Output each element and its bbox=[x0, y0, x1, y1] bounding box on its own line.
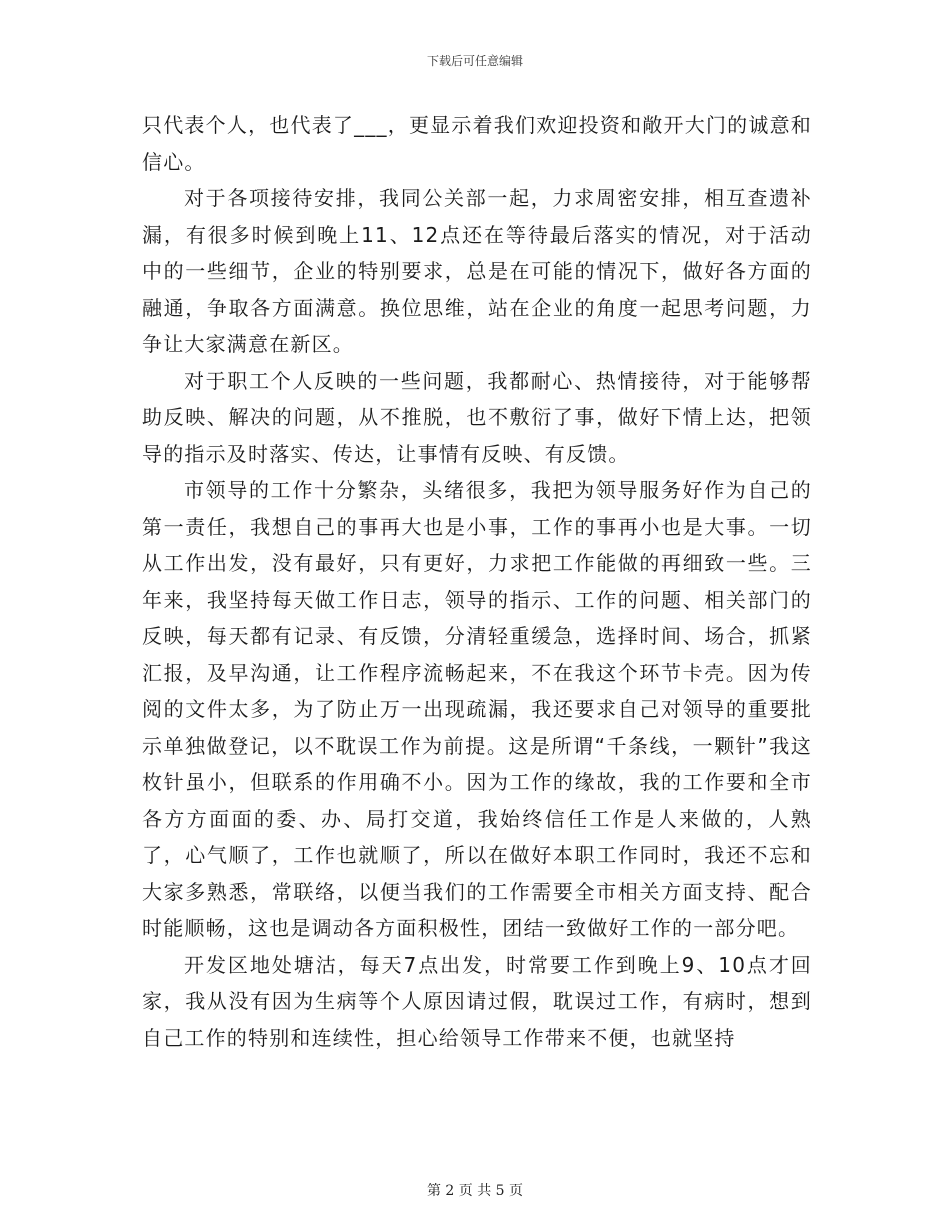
page-header: 下载后可任意编辑 bbox=[426, 54, 523, 68]
paragraph-attendance: 开发区地处塘沽，每天7点出发，时常要工作到晚上9、10点才回家，我从没有因为生病等个人原因请过假，耽误过工作，有病时，想到自己工作的特别和连续性，担心给领导工作带来不便，也就坚持 bbox=[142, 952, 812, 1050]
paragraph-staff-issues: 对于职工个人反映的一些问题，我都耐心、热情接待，对于能够帮助反映、解决的问题，从不推脱，也不敷衍了事，做好下情上达，把领导的指示及时落实、传达，让事情有反映、有反馈。 bbox=[142, 368, 812, 466]
page-footer: 第 2 页 共 5 页 bbox=[426, 1183, 524, 1199]
document-body bbox=[142, 107, 812, 1056]
paragraph-leader-service: 市领导的工作十分繁杂，头绪很多，我把为领导服务好作为自己的第一责任，我想自己的事再大也是小事，工作的事再小也是大事。一切从工作出发，没有最好，只有更好，力求把工作能做的再细致一些。三年来，我坚持每天做工作日志，领导的指示、工作的问题、相关部门的反映，每天都有记录、有反馈，分清轻重缓急，选择时间、场合，抓紧汇报，及早沟通，让工作程序流畅起来，不在我这个环节卡壳。因为传阅的文件太多，为了防止万一出现疏漏，我还要求自己对领导的重要批示单独做登记，以不耽误工作为前提。这是所谓“千条线，一颗针”我这枚针虽小，但联系的作用确不小。因为工作的缘故，我的工作要和全市各方方面面的委、办、局打交道，我始终信任工作是人来做的，人熟了，心气顺了，工作也就顺了，所以在做好本职工作同时，我还不忘和大家多熟悉，常联络，以便当我们的工作需要全市相关方面支持、配合时能顺畅，这也是调动各方面积极性，团结一致做好工作的一部分吧。 bbox=[142, 478, 812, 940]
paragraph-continuation: 只代表个人，也代表了___，更显示着我们欢迎投资和敞开大门的诚意和信心。 bbox=[142, 113, 812, 174]
paragraph-reception: 对于各项接待安排，我同公关部一起，力求周密安排，相互查遗补漏，有很多时候到晚上11、12点还在等待最后落实的情况，对于活动中的一些细节，企业的特别要求，总是在可能的情况下，做好各方面的融通，争取各方面满意。换位思维，站在企业的角度一起思考问题，力争让大家满意在新区。 bbox=[142, 186, 812, 356]
